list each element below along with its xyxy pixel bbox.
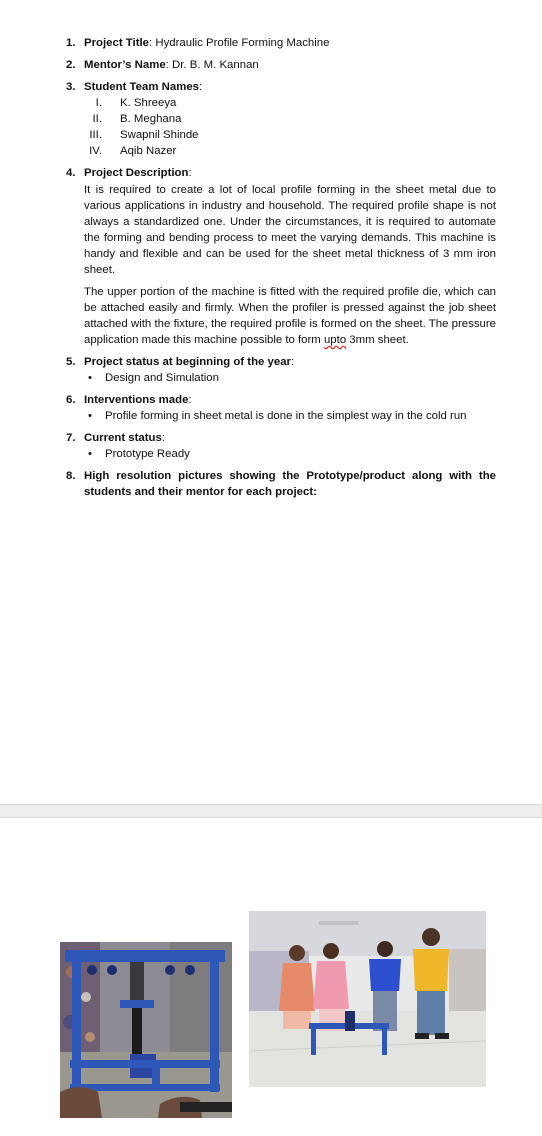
item-label: Project Title: [84, 37, 149, 49]
item-description: [0, 165, 542, 348]
bullet-text: Design and Simulation: [105, 372, 219, 384]
member-name: Swapnil Shinde: [120, 129, 199, 141]
team-member: [84, 111, 496, 127]
team-member: [84, 143, 496, 159]
item-sep: :: [161, 432, 166, 444]
item-status-begin: [0, 354, 542, 386]
item-label: Student Team Names: [84, 81, 199, 93]
bullet-icon: •: [88, 372, 92, 384]
paragraph-text: The upper portion of the machine is fitted with the required profile die, which can be attached easily and firmly. When the profiler is pressed against the job sheet attached with the fixture, the required profile is formed on the sheet. The pressure application made this machine possible to form: [84, 286, 496, 346]
project-title-value: Hydraulic Profile Forming Machine: [155, 37, 330, 49]
item-sep: :: [188, 167, 192, 179]
roman-numeral: III.: [89, 129, 102, 141]
document-page-2: [0, 818, 542, 1136]
paragraph-text: 3mm sheet.: [346, 334, 409, 346]
bullet-icon: •: [88, 410, 92, 422]
bullet-item: [84, 408, 496, 424]
bullet-item: [84, 370, 496, 386]
item-label: High resolution pictures showing the Prototype/product along with the students and their mentor for each project:: [84, 470, 496, 498]
description-paragraph-1: It is required to create a lot of local profile forming in the sheet metal due to various applications in industry and household. The required profile shape is not always a standardized one. Under the circumstances, it is required to automate the forming and bending process to meet the varying demands. This machine is handy and flexible and can be used for the sheet metal thickness of 3 mm iron sheet.: [84, 184, 496, 276]
item-number: 6.: [66, 394, 76, 406]
mentor-value: Dr. B. M. Kannan: [172, 59, 259, 71]
item-team: [0, 79, 542, 159]
team-member: [84, 95, 496, 111]
bullet-item: [84, 446, 496, 462]
item-label: Current status: [84, 432, 162, 444]
roman-numeral: IV.: [89, 145, 102, 157]
bullet-text: Prototype Ready: [105, 448, 190, 460]
item-mentor: 2. Mentor’s Name: Dr. B. M. Kannan: [66, 59, 259, 71]
item-label: Project status at beginning of the year: [84, 356, 291, 368]
member-name: K. Shreeya: [120, 97, 177, 109]
item-interventions: [0, 392, 542, 424]
spellcheck-flagged-word[interactable]: upto: [323, 334, 347, 346]
machine-photo: [60, 942, 232, 1118]
item-number: 5.: [66, 356, 76, 368]
page-break-separator: [0, 804, 542, 818]
description-paragraph-2: [84, 284, 496, 348]
item-number: 4.: [66, 167, 76, 179]
item-number: 2.: [66, 59, 76, 71]
member-name: Aqib Nazer: [120, 145, 177, 157]
item-number: 3.: [66, 81, 76, 93]
item-sep: :: [188, 394, 192, 406]
item-label: Mentor’s Name: [84, 59, 166, 71]
team-photo-image: [249, 911, 486, 1087]
team-member: [84, 127, 496, 143]
item-sep: :: [290, 356, 295, 368]
team-photo: [249, 911, 486, 1087]
item-number: 1.: [66, 37, 76, 49]
item-label: Interventions made: [84, 394, 189, 406]
bullet-icon: •: [88, 448, 92, 460]
item-number: 8.: [66, 470, 76, 482]
item-project-title: 1. Project Title: Hydraulic Profile Forming Machine: [66, 37, 330, 49]
roman-numeral: II.: [92, 113, 102, 125]
document-content: [0, 35, 542, 500]
item-number: 7.: [66, 432, 76, 444]
item-label: Project Description: [84, 167, 189, 179]
item-current-status: [0, 430, 542, 462]
member-name: B. Meghana: [120, 113, 182, 125]
bullet-text: Profile forming in sheet metal is done in the simplest way in the cold run: [105, 410, 467, 422]
team-list: [84, 95, 496, 159]
item-pictures: [0, 468, 542, 500]
machine-photo-image: [60, 942, 232, 1118]
roman-numeral: I.: [95, 97, 102, 109]
item-sep: :: [199, 81, 203, 93]
